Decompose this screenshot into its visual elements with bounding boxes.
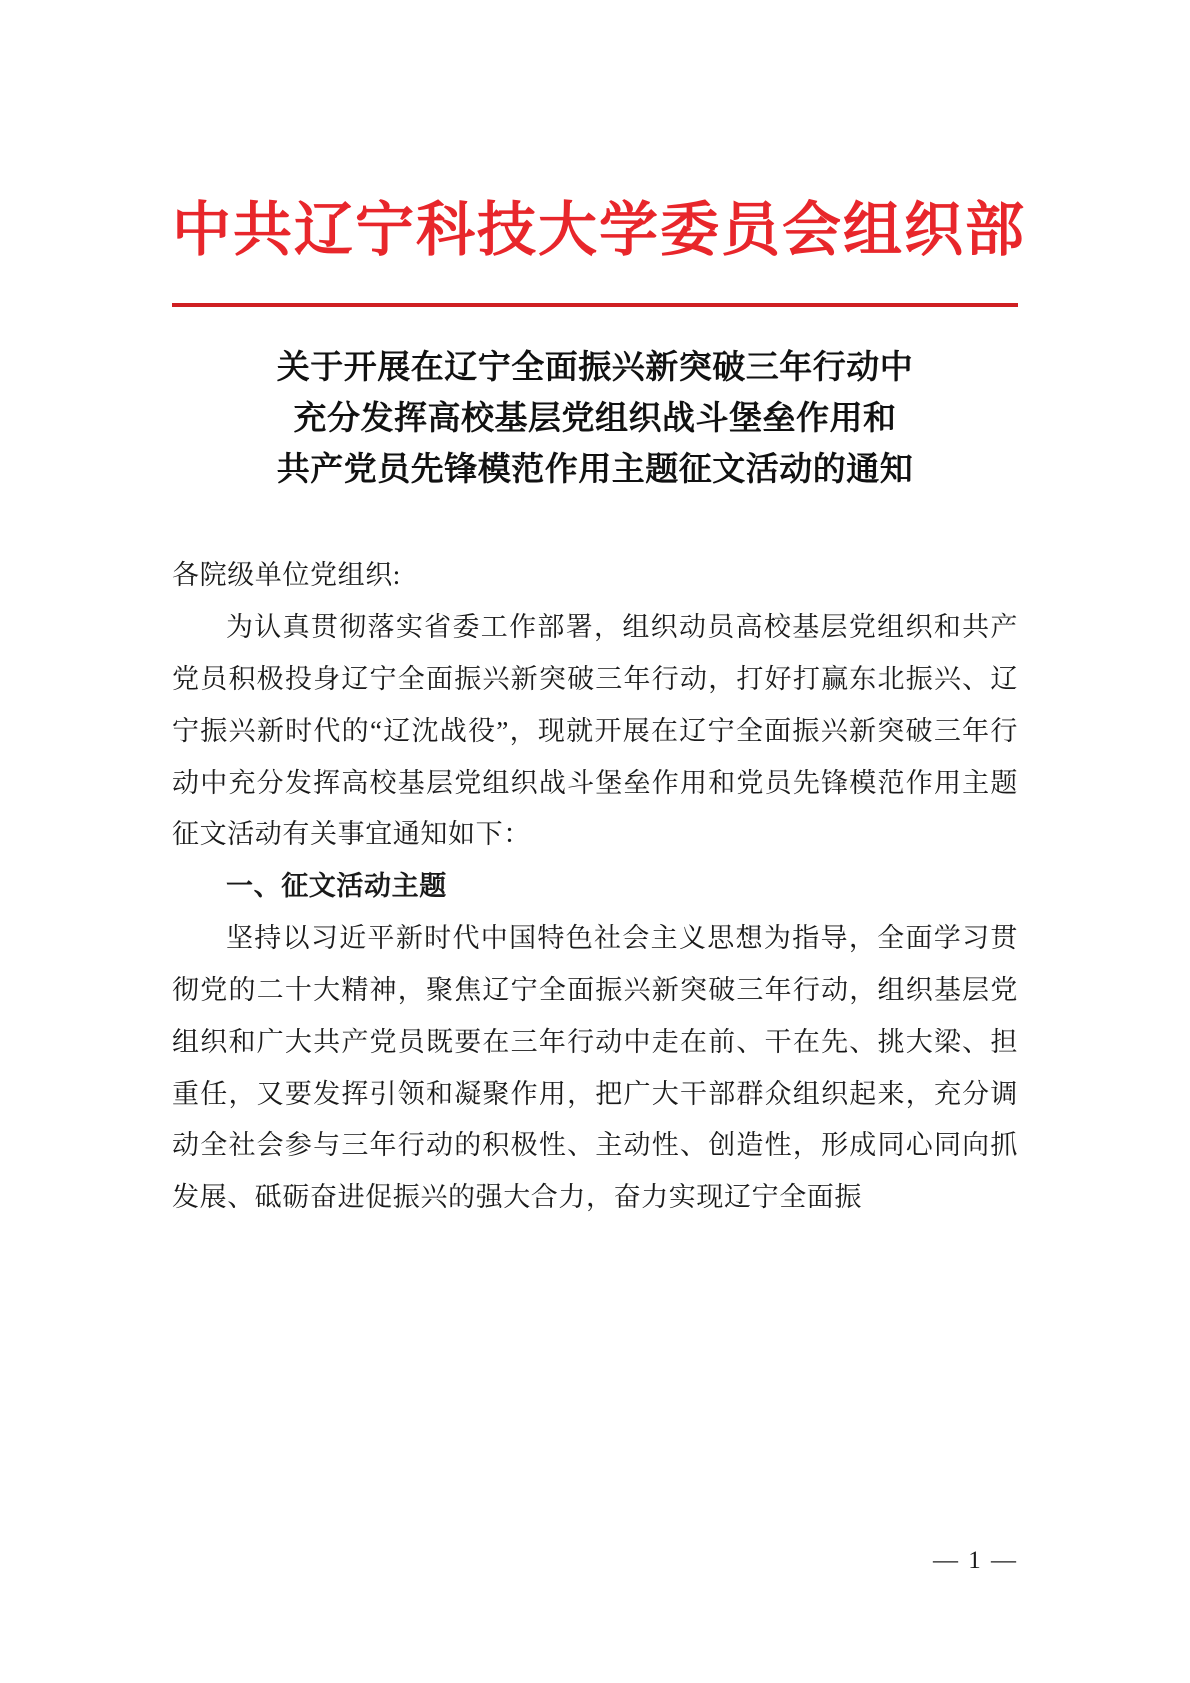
document-title — [172, 341, 1018, 494]
document-title-line-1: 关于开展在辽宁全面振兴新突破三年行动中 — [276, 346, 914, 386]
body-paragraph-1: 为认真贯彻落实省委工作部署，组织动员高校基层党组织和共产党员积极投身辽宁全面振兴新突破三年行动，打好打赢东北振兴、辽宁振兴新时代的“辽沈战役”，现就开展在辽宁全面振兴新突破三年行动中充分发挥高校基层党组织战斗堡垒作用和党员先锋模范作用主题征文活动有关事宜通知如下： — [172, 612, 1018, 850]
document-title-line-3: 共产党员先锋模范作用主题征文活动的通知 — [276, 449, 914, 489]
page-number: — 1 — — [933, 1547, 1018, 1574]
section-paragraph-1: 坚持以习近平新时代中国特色社会主义思想为指导，全面学习贯彻党的二十大精神，聚焦辽宁全面振兴新突破三年行动，组织基层党组织和广大共产党员既要在三年行动中走在前、干在先、挑大梁、担重任，又要发挥引领和凝聚作用，把广大干部群众组织起来，充分调动全社会参与三年行动的积极性、主动性、创造性，形成同心同向抓发展、砥砺奋进促振兴的强大合力，奋力实现辽宁全面振 — [172, 923, 1018, 1213]
section-heading-1: 一、征文活动主题 — [226, 871, 447, 903]
document-body — [172, 550, 1018, 1224]
masthead-divider — [172, 303, 1018, 307]
document-masthead: 中共辽宁科技大学委员会组织部 — [172, 195, 1027, 264]
document-title-line-2: 充分发挥高校基层党组织战斗堡垒作用和 — [293, 398, 897, 438]
salutation: 各院级单位党组织: — [172, 560, 401, 591]
